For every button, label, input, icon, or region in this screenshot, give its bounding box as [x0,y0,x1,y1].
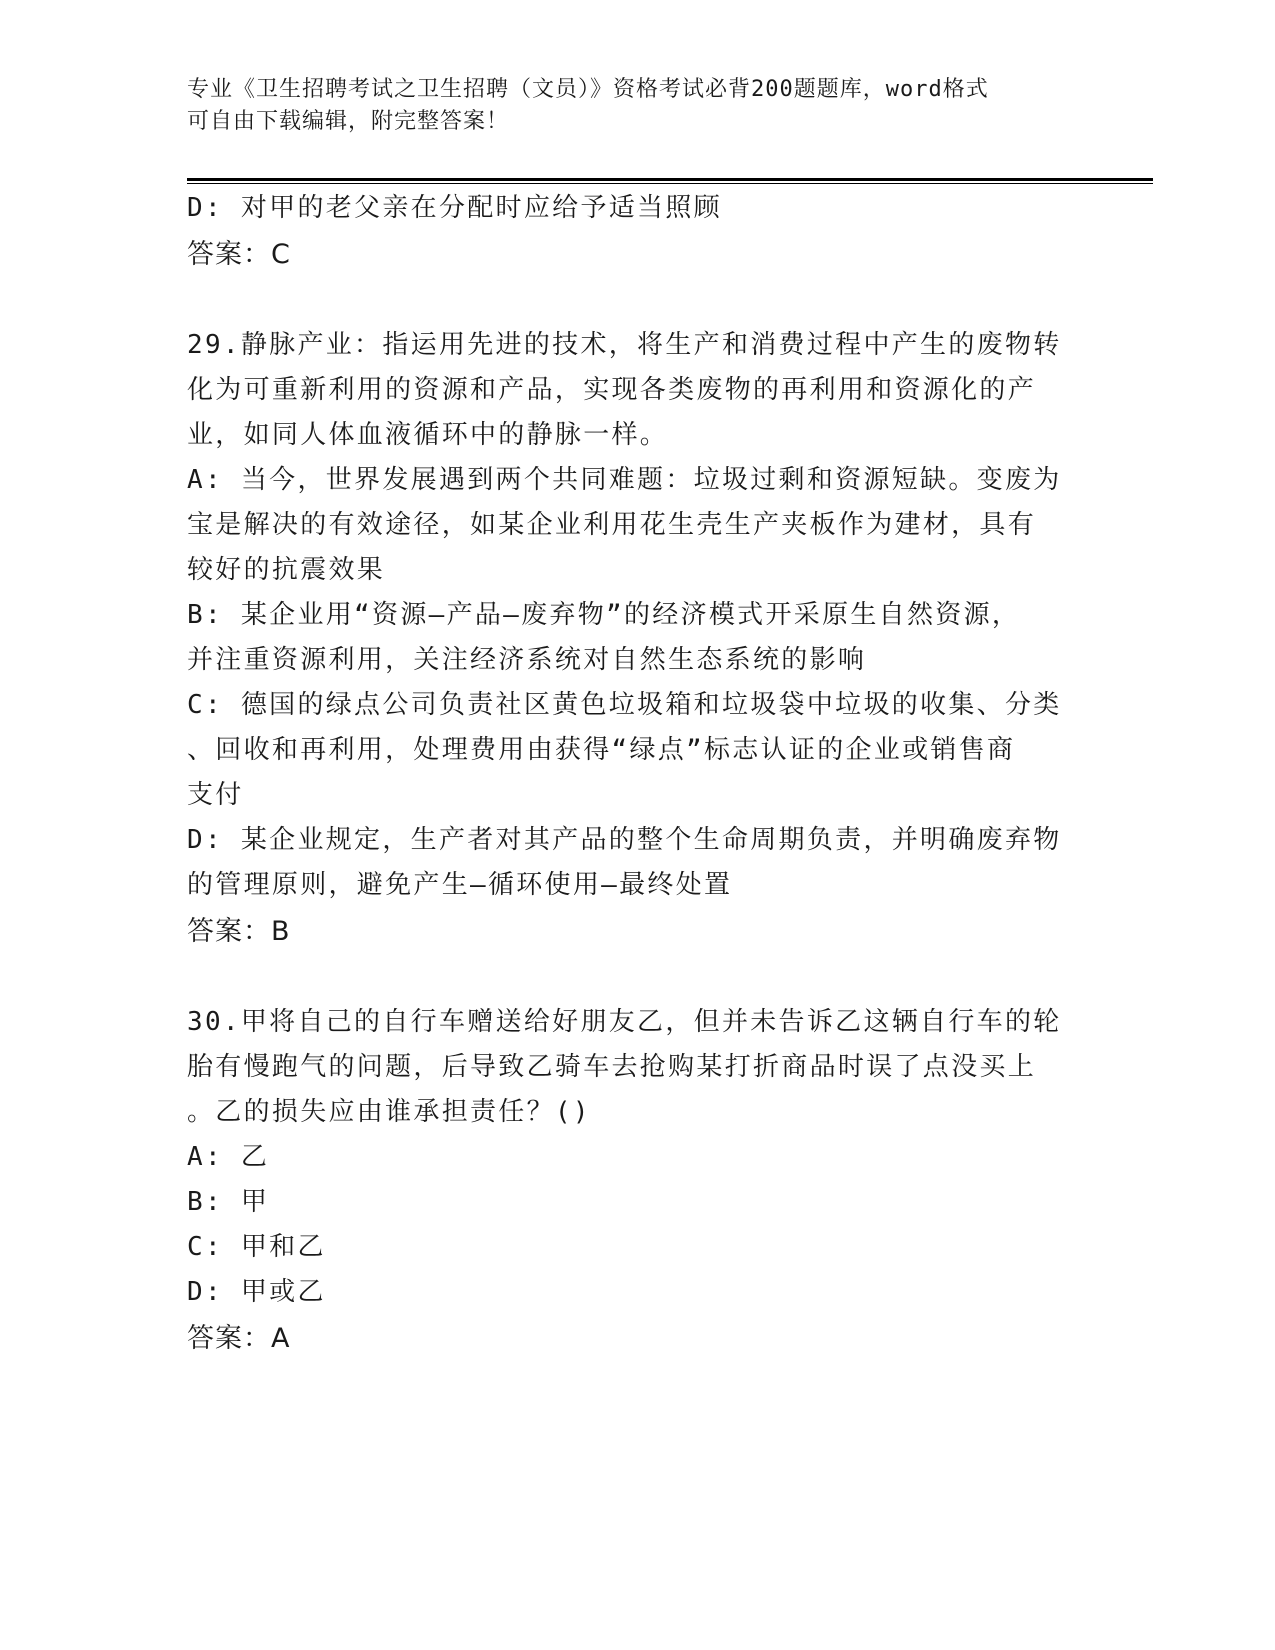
question-stem [187,1000,1077,1135]
option-line: D: 某企业规定，生产者对其产品的整个生命周期负责，并明确废弃物 [187,825,1062,855]
question-30 [187,1000,1077,1363]
question-content [187,186,1077,1363]
header-line-2: 可自由下载编辑，附完整答案！ [187,109,510,134]
option-d: D: 甲或乙 [187,1277,326,1307]
option-d [187,818,1077,908]
option-line: 宝是解决的有效途径，如某企业利用花生壳生产夹板作为建材，具有 [187,510,1037,540]
option-c: C: 甲和乙 [187,1232,326,1262]
answer-line: 答案：C [187,239,291,270]
stem-line: 29.静脉产业：指运用先进的技术，将生产和消费过程中产生的废物转 [187,330,1062,360]
header-line-1: 专业《卫生招聘考试之卫生招聘（文员）》资格考试必背200题题库，word格式 [187,77,989,102]
page-header [187,74,1087,138]
option-line: C: 德国的绿点公司负责社区黄色垃圾箱和垃圾袋中垃圾的收集、分类 [187,690,1062,720]
answer-line: 答案：B [187,916,291,947]
stem-line: 业，如同人体血液循环中的静脉一样。 [187,420,669,450]
option-line: 较好的抗震效果 [187,555,386,585]
option-line: A: 当今，世界发展遇到两个共同难题：垃圾过剩和资源短缺。变废为 [187,465,1062,495]
option-line: 、回收和再利用，处理费用由获得“绿点”标志认证的企业或销售商 [187,735,1016,765]
stem-line: 。乙的损失应由谁承担责任？() [187,1097,591,1127]
stem-line: 胎有慢跑气的问题，后导致乙骑车去抢购某打折商品时误了点没买上 [187,1052,1037,1082]
option-line: 的管理原则，避免产生—循环使用—最终处置 [187,870,733,900]
option-b [187,593,1077,683]
option-line: 支付 [187,780,244,810]
answer-line: 答案：A [187,1323,291,1354]
header-rule-thin [187,183,1153,184]
option-b: B: 甲 [187,1187,270,1217]
header-rule-thick [187,178,1153,181]
option-line: 并注重资源利用，关注经济系统对自然生态系统的影响 [187,645,867,675]
stem-line: 30.甲将自己的自行车赠送给好朋友乙，但并未告诉乙这辆自行车的轮 [187,1007,1062,1037]
option-line: B: 某企业用“资源—产品—废弃物”的经济模式开采原生自然资源， [187,600,1021,630]
previous-question-tail [187,186,1077,279]
stem-line: 化为可重新利用的资源和产品，实现各类废物的再利用和资源化的产 [187,375,1037,405]
option-a [187,458,1077,593]
option-c [187,683,1077,818]
question-stem [187,323,1077,458]
option-a: A: 乙 [187,1142,270,1172]
option-d: D: 对甲的老父亲在分配时应给予适当照顾 [187,193,722,223]
question-29 [187,323,1077,956]
